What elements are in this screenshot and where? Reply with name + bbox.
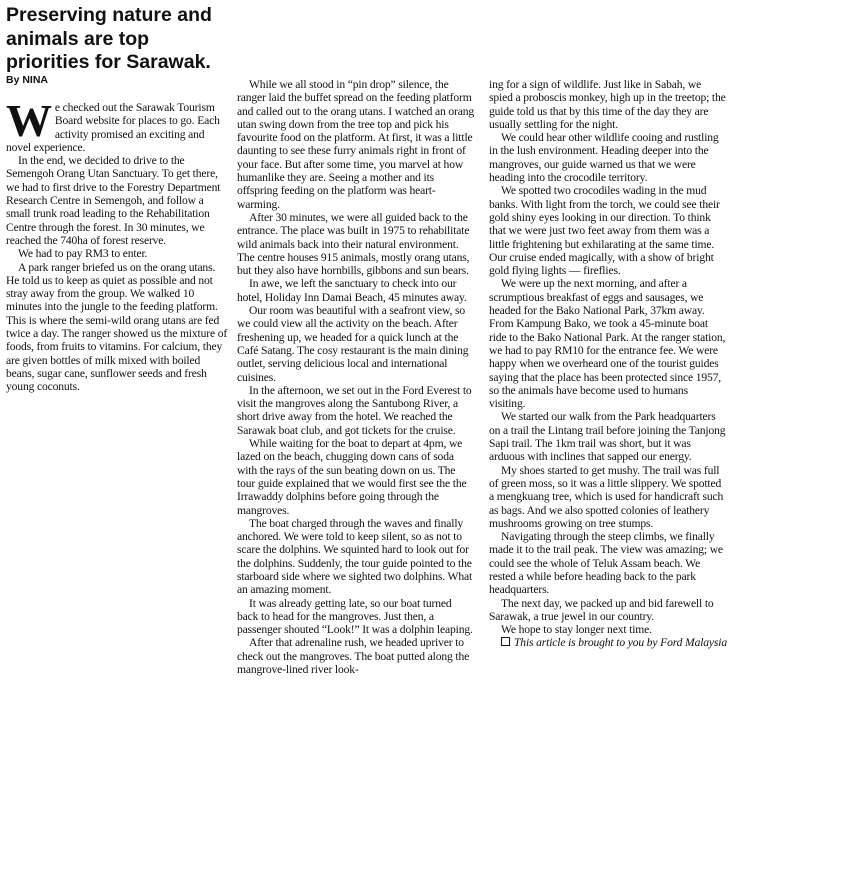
paragraph: The next day, we packed up and bid farewell to Sarawak, a true jewel in our country. bbox=[489, 596, 714, 623]
paragraph: We could hear other wildlife cooing and rustling in the lush environment. Heading deeper into the mangroves, our guide warned us that we were heading into the crocodile territory. bbox=[489, 131, 719, 185]
article-column-2 bbox=[237, 78, 475, 676]
paragraph: We had to pay RM3 to enter. bbox=[18, 247, 148, 261]
article-column-3 bbox=[489, 78, 727, 650]
paragraph: In awe, we left the sanctuary to check into our hotel, Holiday Inn Damai Beach, 45 minutes away. bbox=[237, 277, 467, 304]
byline: By NINA bbox=[6, 74, 49, 86]
paragraph: Our room was beautiful with a seafront view, so we could view all the activity on the beach. After freshening up, we headed for a quick lunch at the Café Satang. The cosy restaurant is the main dining outlet, serving delicious local and international cuisines. bbox=[237, 304, 469, 384]
paragraph bbox=[6, 95, 228, 154]
article-column-1 bbox=[6, 95, 228, 394]
credit-text: This article is brought to you by Ford Malaysia bbox=[514, 636, 728, 650]
paragraph: We hope to stay longer next time. bbox=[501, 623, 652, 637]
headline: Preserving nature and animals are top priorities for Sarawak. bbox=[6, 4, 212, 73]
sponsor-credit bbox=[489, 636, 727, 649]
paragraph: After 30 minutes, we were all guided back to the entrance. The place was built in 1975 to rehabilitate wild animals back into their natural environment. The centre houses 915 animals, mostly orang utans, but they also have hornbills, gibbons and sun bears. bbox=[237, 210, 470, 278]
paragraph-text: e checked out the Sarawak Tourism Board website for places to go. Each activity promised an exciting and novel experience. bbox=[6, 101, 220, 154]
paragraph: My shoes started to get mushy. The trail was full of green moss, so it was a little slippery. We spotted a mengkuang tree, which is used for handicraft such as bags. And we also spotted colonies of leathery mushrooms growing on tree stumps. bbox=[489, 463, 724, 530]
drop-cap: W bbox=[6, 95, 52, 146]
paragraph: We spotted two crocodiles wading in the mud banks. With light from the torch, we could see their gold shiny eyes looking in our direction. To think that we were just two feet away from them was a little frightening but exhilarating at the same time. Our cruise ended magically, with a show of bright gold flying lights — fireflies. bbox=[489, 184, 720, 278]
paragraph: Navigating through the steep climbs, we finally made it to the trail peak. The view was amazing; we could see the whole of Teluk Assam beach. We rested a while before heading back to the park headquarters. bbox=[489, 530, 723, 597]
paragraph: The boat charged through the waves and finally anchored. We were told to keep silent, so as not to scare the dolphins. We squinted hard to look out for the dolphins. Suddenly, the tour guide pointed to the starboard side where we sighted two dolphins. What an amazing moment. bbox=[237, 516, 473, 597]
paragraph: It was already getting late, so our boat turned back to head for the mangroves. Just then, a passenger shouted “Look!” It was a dolphin leaping. bbox=[237, 596, 473, 637]
paragraph: While waiting for the boat to depart at 4pm, we lazed on the beach, chugging down cans of soda with the rays of the sun beating down on us. The tour guide explained that we would first see the the Irrawaddy dolphins before going through the mangroves. bbox=[237, 437, 467, 517]
paragraph: We were up the next morning, and after a scrumptious breakfast of eggs and sausages, we headed for the Bako National Park, 37km away. From Kampung Bako, we took a 45-minute boat ride to the Bako National Park. At the ranger station, we had to pay RM10 for the entrance fee. We were happy when we overheard one of the tourist guides saying that the place has been protected since 1957, so the animals have become used to humans visiting. bbox=[489, 277, 726, 411]
paragraph: In the end, we decided to drive to the Semengoh Orang Utan Sanctuary. To get there, we had to first drive to the Forestry Department Research Centre in Semengoh, and follow a small trunk road leading to the Rehabilitation Centre through the forest. In 30 minutes, we reached the 740ha of forest reserve. bbox=[6, 154, 221, 247]
checkbox-bullet-icon bbox=[501, 637, 510, 646]
paragraph: In the afternoon, we set out in the Ford Everest to visit the mangroves along the Santubong River, a short drive away from the hotel. We reached the Sarawak boat club, and got tickets for the cruise. bbox=[237, 383, 472, 437]
paragraph: While we all stood in “pin drop” silence, the ranger laid the buffet spread on the feeding platform and called out to the orang utans. I watched an orang utan swing down from the tree top and pick his favourite food on the platform. At first, it was a little daunting to see these furry animals right in front of your face. But after some time, you marvel at how humanlike they are. Seeing a mother and its offspring feeding on the platform was heart-warming. bbox=[237, 78, 475, 211]
paragraph: A park ranger briefed us on the orang utans. He told us to keep as quiet as possible and not stray away from the group. We walked 10 minutes into the jungle to the feeding platform. This is where the semi-wild orang utans are fed twice a day. The ranger showed us the mixture of foods, from fruits to vitamins. For calcium, they are given bottles of milk mixed with boiled beans, sugar cane, sunflower seeds and fresh young coconuts. bbox=[6, 260, 228, 394]
paragraph: We started our walk from the Park headquarters on a trail the Lintang trail before joining the Tanjong Sapi trail. The 1km trail was short, but it was arduous with inclines that sapped our energy. bbox=[489, 410, 726, 464]
paragraph: After that adrenaline rush, we headed upriver to check out the mangroves. The boat putted along the mangrove-lined river look- bbox=[237, 636, 470, 677]
paragraph: ing for a sign of wildlife. Just like in Sabah, we spied a proboscis monkey, high up in the treetop; the guide told us that by this time of the day they are usually settling for the night. bbox=[489, 78, 726, 131]
